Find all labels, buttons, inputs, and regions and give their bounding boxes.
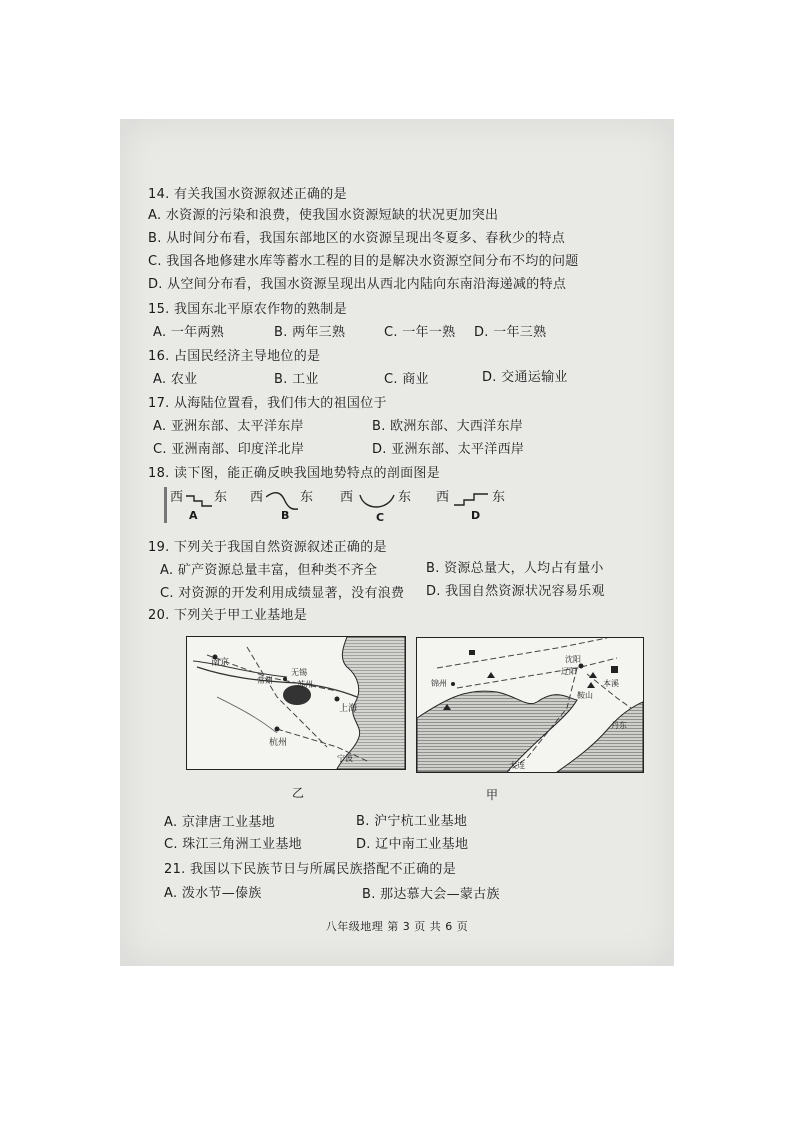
question-15-option-d: D. 一年三熟	[474, 325, 547, 340]
place-suzhou: 苏州	[297, 680, 313, 689]
profile-b-west: 西	[250, 490, 264, 505]
profile-b-label: B	[281, 509, 290, 522]
profile-c-label: C	[376, 511, 385, 524]
question-14-option-b: B. 从时间分布看，我国东部地区的水资源呈现出冬夏多、春秋少的特点	[148, 231, 566, 246]
question-17-option-c: C. 亚洲南部、印度洋北岸	[153, 442, 305, 457]
map-left-caption: 乙	[292, 786, 305, 800]
question-18-stem: 18. 读下图，能正确反映我国地势特点的剖面图是	[148, 466, 441, 481]
profile-c-curve	[358, 491, 396, 513]
place-nanjing: 南京	[211, 658, 230, 668]
question-15-option-b: B. 两年三熟	[274, 325, 346, 340]
question-21-stem: 21. 我国以下民族节日与所属民族搭配不正确的是	[164, 862, 457, 877]
question-20-option-a: A. 京津唐工业基地	[164, 815, 275, 830]
question-19-option-b: B. 资源总量大，人均占有量小	[426, 561, 604, 576]
question-17-option-d: D. 亚洲东部、太平洋西岸	[372, 442, 525, 457]
place-liaoyang: 辽阳	[561, 667, 577, 676]
profile-d-west: 西	[436, 490, 450, 505]
place-anshan: 鞍山	[577, 691, 593, 700]
question-20-stem: 20. 下列关于甲工业基地是	[148, 608, 308, 623]
map-yangtze-delta	[186, 636, 406, 770]
question-17-stem: 17. 从海陆位置看，我们伟大的祖国位于	[148, 396, 387, 411]
place-benxi: 本溪	[603, 679, 619, 688]
question-19-option-d: D. 我国自然资源状况容易乐观	[426, 584, 605, 599]
place-dalian: 大连	[509, 761, 525, 770]
profile-c-east: 东	[398, 490, 412, 505]
profile-d-east: 东	[492, 490, 506, 505]
place-shenyang: 沈阳	[565, 655, 581, 664]
profile-c-west: 西	[340, 490, 354, 505]
profile-a-east: 东	[214, 490, 228, 505]
page-footer: 八年级地理 第 3 页 共 6 页	[325, 920, 469, 933]
place-changzhou: 常州	[257, 676, 273, 685]
question-16-option-a: A. 农业	[153, 372, 198, 387]
question-15-stem: 15. 我国东北平原农作物的熟制是	[148, 302, 347, 317]
question-21-option-a: A. 泼水节—傣族	[164, 886, 262, 901]
profile-a-label: A	[189, 509, 198, 522]
question-19-option-c: C. 对资源的开发利用成绩显著，没有浪费	[160, 586, 405, 601]
place-hangzhou: 杭州	[269, 738, 288, 748]
question-19-stem: 19. 下列关于我国自然资源叙述正确的是	[148, 540, 387, 555]
question-20-option-c: C. 珠江三角洲工业基地	[164, 837, 302, 852]
profile-diagram	[164, 485, 544, 527]
question-14-stem: 14. 有关我国水资源叙述正确的是	[148, 187, 347, 202]
scan-shadow	[164, 487, 167, 523]
question-14-option-a: A. 水资源的污染和浪费，使我国水资源短缺的状况更加突出	[148, 208, 499, 223]
profile-a-west: 西	[170, 490, 184, 505]
question-16-option-c: C. 商业	[384, 372, 429, 387]
question-17-option-b: B. 欧洲东部、大西洋东岸	[372, 419, 524, 434]
profile-a-curve	[186, 493, 212, 509]
profile-b-east: 东	[300, 490, 314, 505]
question-20-option-b: B. 沪宁杭工业基地	[356, 814, 468, 829]
question-15-option-c: C. 一年一熟	[384, 325, 456, 340]
question-21-option-b: B. 那达慕大会—蒙古族	[362, 887, 500, 902]
place-dandong: 丹东	[611, 721, 627, 730]
question-16-option-b: B. 工业	[274, 372, 319, 387]
place-jinzhou: 锦州	[431, 679, 447, 688]
place-wuxi: 无锡	[291, 668, 307, 677]
question-20-option-d: D. 辽中南工业基地	[356, 837, 469, 852]
map-liaoning	[416, 637, 644, 773]
place-ningbo: 宁波	[337, 754, 353, 763]
question-19-option-a: A. 矿产资源总量丰富，但种类不齐全	[160, 563, 378, 578]
place-shanghai: 上海	[339, 704, 358, 714]
question-14-option-d: D. 从空间分布看，我国水资源呈现出从西北内陆向东南沿海递减的特点	[148, 277, 567, 292]
question-16-option-d: D. 交通运输业	[482, 370, 568, 385]
question-16-stem: 16. 占国民经济主导地位的是	[148, 349, 321, 364]
map-liaoning-drawing	[417, 638, 643, 772]
profile-d-curve	[454, 491, 488, 509]
question-14-option-c: C. 我国各地修建水库等蓄水工程的目的是解决水资源空间分布不均的问题	[148, 254, 579, 269]
question-15-option-a: A. 一年两熟	[153, 325, 225, 340]
map-right-caption: 甲	[486, 788, 499, 802]
exam-page	[120, 119, 674, 966]
question-17-option-a: A. 亚洲东部、太平洋东岸	[153, 419, 304, 434]
profile-d-label: D	[471, 509, 481, 522]
